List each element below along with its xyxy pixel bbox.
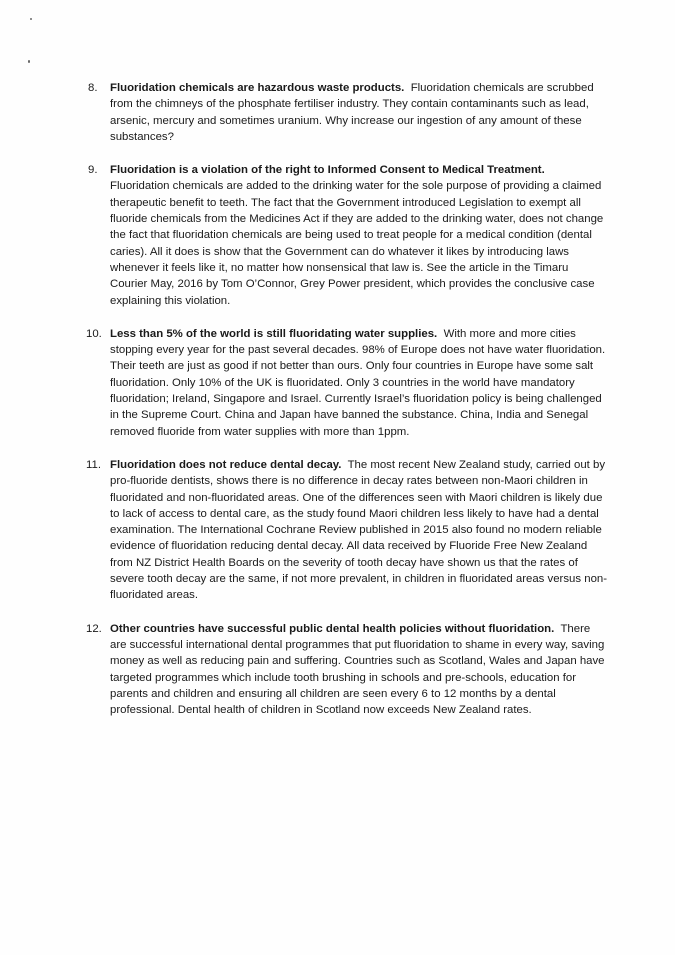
item-body: Fluoridation chemicals are scrubbed from the chimneys of the phosphate fertiliser industry. They contain contaminants such as lead, arsenic, mercury and sometimes uranium. Why increase our ingestion of any amount of these substances?: [110, 82, 594, 143]
item-body: The most recent New Zealand study, carried out by pro-fluoride dentists, shows there is no difference in decay rates between non-Maori children in fluoridated and non-fluoridated areas. One of the differences seen with Maori children is likely due to lack of access to dental care, as the study found Maori children less likely to have had a dental examination. The International Cochrane Review published in 2015 also found no modern reliable evidence of fluoridation reducing dental decay. All data received by Fluoride Free New Zealand from NZ District Health Boards on the severity of tooth decay have shown us that the rates of severe tooth decay are the same, if not more prevalent, in children in fluoridated areas versus non-fluoridated areas.: [110, 458, 608, 602]
list-item: [86, 621, 608, 719]
item-heading: Less than 5% of the world is still fluoridating water supplies.: [110, 327, 438, 340]
item-number: 8.: [88, 82, 98, 94]
item-body: There are successful international dental programmes that put fluoridation to shame in every way, saving money as well as reducing pain and suffering. Countries such as Scotland, Wales and Japan have targeted programmes which include tooth brushing in schools and pre-schools, education for parents and children and ensuring all children are seen every 6 to 12 months by a dental professional. Dental health of children in Scotland now exceeds New Zealand rates.: [110, 622, 605, 717]
item-number: 10.: [86, 327, 102, 340]
item-body: With more and more cities stopping every year for the past several decades. 98% of Europe does not have water fluoridation. Their teeth are just as good if not better than ours. Only four countries in Europe have some salt fluoridation. Only 10% of the UK is fluoridated. Only 3 countries in the world have mandatory fluoridation; Ireland, Singapore and Israel. Currently Israel’s fluoridation policy is being challenged in the Supreme Court. China and Japan have banned the substance. China, India and Senegal removed fluoride from water supplies with more than 1ppm.: [110, 327, 606, 438]
list-item: [88, 162, 608, 309]
item-heading: Fluoridation chemicals are hazardous waste products.: [110, 82, 405, 94]
scan-speck: [30, 18, 32, 20]
scan-speck: [28, 60, 30, 63]
item-number: 9.: [88, 164, 98, 177]
item-body: Fluoridation chemicals are added to the drinking water for the sole purpose of providing a claimed therapeutic benefit to teeth. The fact that the Government introduced Legislation to exempt all fluoride chemicals from the Medicines Act if they are added to the drinking water, does not change the fact that fluoridation chemicals are being used to treat people for a medical condition (dental caries). All it does is show that the Government can do whatever it likes by introducing laws whenever it feels like it, no matter how nonsensical that law is. See the article in the Timaru Courier May, 2016 by Tom O’Connor, Grey Power president, which provides the conclusive case explaining this violation.: [110, 180, 604, 307]
list-item: [88, 80, 608, 145]
item-number: 12.: [86, 622, 102, 635]
list-item: [86, 326, 608, 440]
item-heading: Other countries have successful public dental health policies without fluoridation.: [110, 622, 555, 635]
numbered-list: [88, 80, 608, 735]
item-heading: Fluoridation does not reduce dental decay.: [110, 458, 342, 471]
item-heading: Fluoridation is a violation of the right to Informed Consent to Medical Treatment.: [110, 164, 545, 177]
item-number: 11.: [86, 458, 101, 471]
list-item: [86, 457, 608, 604]
